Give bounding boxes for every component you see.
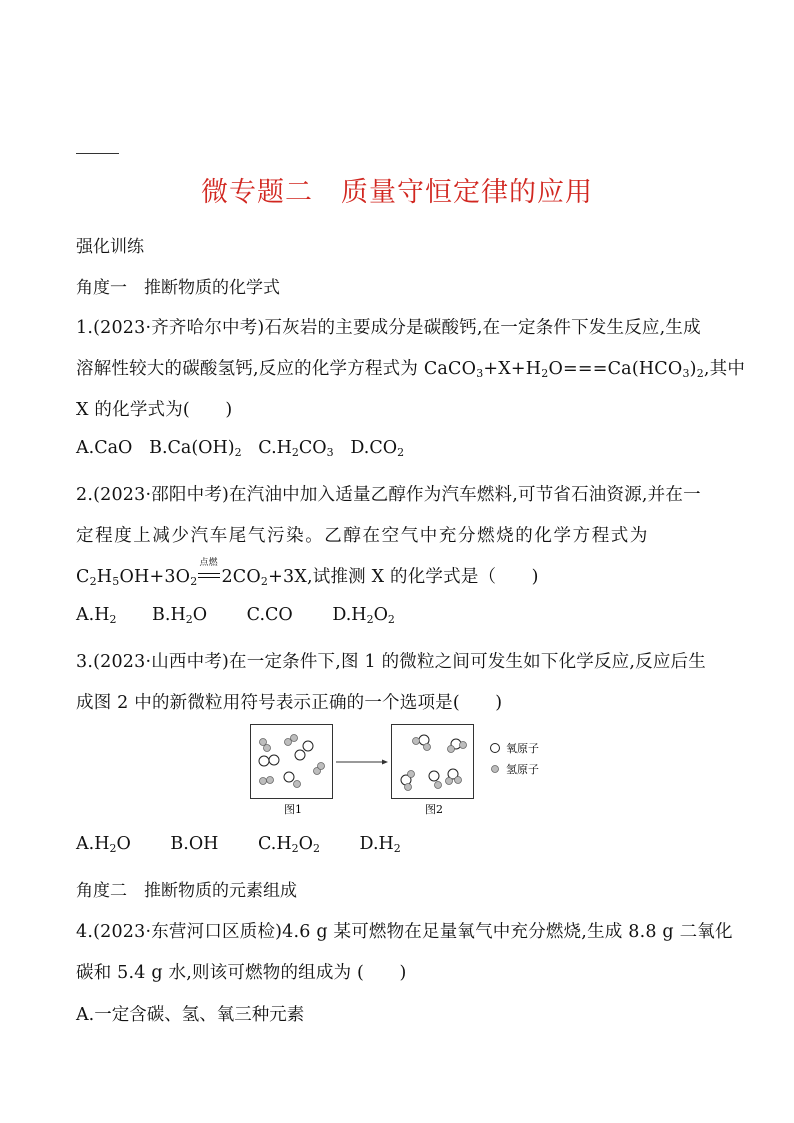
q1-line-3: X 的化学式为( ) xyxy=(76,400,233,420)
figure-2-box xyxy=(392,725,474,799)
header-rule xyxy=(76,153,119,154)
legend-hydrogen: 氢原子 xyxy=(506,763,539,776)
oxygen-atom-icon xyxy=(491,744,500,753)
q2-option-b: $B.H_2O$ xyxy=(152,605,208,626)
reaction-condition: 点燃 xyxy=(197,567,221,587)
reaction-diagram xyxy=(250,724,550,824)
q1-options xyxy=(76,438,404,458)
figure-1-label: 图1 xyxy=(284,803,302,816)
q3-line-1: 3.(2023·山西中考)在一定条件下,图 1 的微粒之间可发生如下化学反应,反应后生 xyxy=(76,652,706,672)
q4-option-a: A.一定含碳、氢、氧三种元素 xyxy=(76,1005,305,1025)
figure-2-label: 图2 xyxy=(425,803,443,816)
q4-line-1: 4.(2023·东营河口区质检)4.6 g 某可燃物在足量氧气中充分燃烧,生成 8.8 g 二氧化 xyxy=(76,922,733,942)
angle-2-heading: 角度二 推断物质的元素组成 xyxy=(76,881,297,901)
q2-option-c: C.CO xyxy=(246,605,293,625)
q3-options xyxy=(76,834,401,854)
q1-line-1: 1.(2023·齐齐哈尔中考)石灰岩的主要成分是碳酸钙,在一定条件下发生反应,生成 xyxy=(76,318,701,338)
angle-1-heading: 角度一 推断物质的化学式 xyxy=(76,278,280,298)
q3-option-a: $A.H_2O$ xyxy=(76,834,131,855)
q4-line-2: 碳和 5.4 g 水,则该可燃物的组成为 ( ) xyxy=(76,963,407,983)
q3-line-2: 成图 2 中的新微粒用符号表示正确的一个选项是( ) xyxy=(76,693,503,713)
q2-line-2: 定程度上减少汽车尾气污染。乙醇在空气中充分燃烧的化学方程式为 xyxy=(76,526,649,546)
q1-option-c: $C.H_2CO_3$ xyxy=(258,438,334,459)
q1-option-d: $D.CO_2$ xyxy=(350,438,405,459)
page-title: 微专题二 质量守恒定律的应用 xyxy=(201,177,593,208)
section-heading: 强化训练 xyxy=(76,237,144,257)
hydrogen-atom-icon xyxy=(492,766,499,773)
q1-option-a: A.CaO xyxy=(76,438,133,458)
q2-line-1: 2.(2023·邵阳中考)在汽油中加入适量乙醇作为汽车燃料,可节省石油资源,并在一 xyxy=(76,485,701,505)
legend-oxygen: 氧原子 xyxy=(506,742,539,755)
q3-option-b: B.OH xyxy=(170,834,219,854)
q2-options xyxy=(76,605,395,625)
q3-option-d: $D.H_2$ xyxy=(359,834,401,855)
q1-line-2: 溶解性较大的碳酸氢钙,反应的化学方程式为 $CaCO_3+X+H_2O===Ca(HCO_3)_2$,其中 xyxy=(76,359,746,380)
q2-line-3: $C_2H_5OH+3O_2$ 点燃 $2CO_2+3X$,试推测 X 的化学式是（ ) xyxy=(76,558,539,588)
q2-option-d: $D.H_2O_2$ xyxy=(332,605,395,626)
q1-option-b: $B.Ca(OH)_2$ xyxy=(149,438,242,459)
q2-option-a: $A.H_2$ xyxy=(76,605,117,626)
q3-option-c: $C.H_2O_2$ xyxy=(258,834,320,855)
